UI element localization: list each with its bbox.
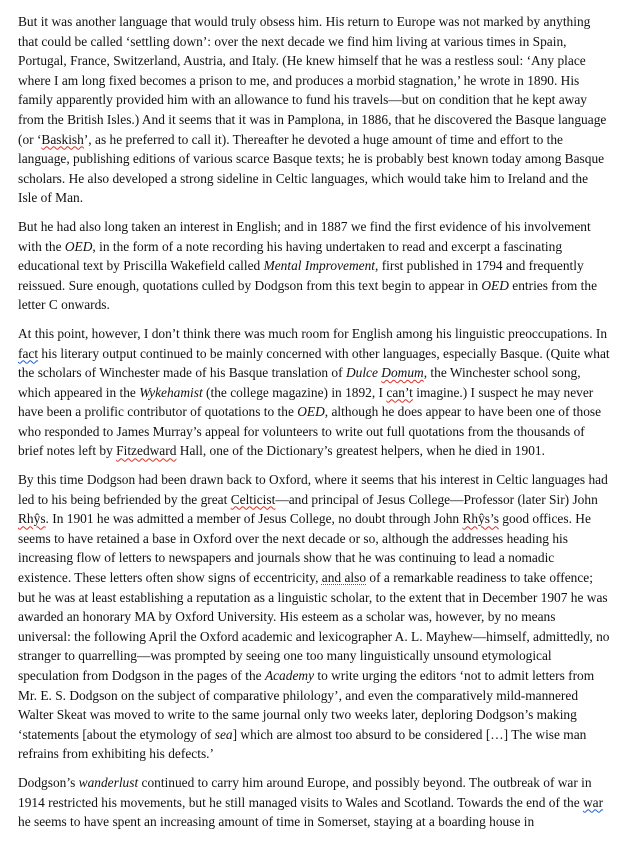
italic-text: Wykehamist [139,384,203,400]
paragraph-2 [18,217,610,315]
text-segment: Dodgson’s [18,774,79,790]
text-segment: of a remarkable readiness to take offence; but he was at least establishing a reputation as a linguistic scholar, to the extent that in December 1907 he was awarded an honorary MA by Oxford University. His esteem as a scholar was, however, by no means universal: the following April the Oxford academic and lexicographer A. L. Mayhew—himself, admittedly, no stranger to quarrelling—was prompted by seeing one too many linguistically unsound etymological speculation from Dodgson in the pages of the [18,570,610,683]
text-segment: , first published in 1794 and frequently reissued. Sure enough, quotations culled by Dodgson from this text begin to appear in [18,258,584,293]
italic-text: OED [64,238,93,254]
text-segment: he seems to have spent an increasing amount of time in Somerset, staying at a boarding house in [18,814,535,830]
text-segment: By this time Dodgson had been drawn back to Oxford, where it seems that his interest in Celtic languages had led to his being befriended by the great [18,472,608,507]
italic-text: Academy [264,668,315,683]
italic-text: OED [481,277,509,293]
text-segment: Hall, one of the Dictionary’s greatest helpers, when he died in 1901. [176,443,545,459]
paragraph-3 [18,324,610,461]
spelling-flagged-word: Baskish [41,131,84,147]
spelling-flagged-word: Fitzedward [116,443,177,459]
spelling-flagged-word: Rhŷs’s [462,511,499,527]
paragraph-1 [18,12,610,208]
italic-text: Mental Improvement [263,258,376,274]
text-segment: continued to carry him around Europe, and possibly beyond. The outbreak of war in 1914 restricted his movements, but he still managed visits to Wales and Scotland. Towards the end of the [18,774,592,810]
text-segment: his literary output continued to be mainly concerned with other languages, especially Basque. (Quite what the scholars of Winchester made of his Basque translation of [18,345,610,381]
style-flagged-phrase: and also [321,570,367,586]
text-segment: to write urging the editors ‘not to admit letters from Mr. E. S. Dodgson on the subject of comparative philology’, and even the comparatively mild-mannered Walter Skeat was moved to write to the same journal only two weeks later, deploring Dodgson’s making ‘statements [about the etymology of [18,668,595,742]
text-segment: imagine.) I suspect he may never have been a prolific contributor of quotations to the [18,384,594,420]
text-segment: —and principal of Jesus College—Professor (later Sir) John [275,491,598,507]
paragraph-5 [18,773,610,832]
text-segment: ] which are almost too absurd to be considered […] The wise man refrains from exhibiting his defects.’ [18,726,587,762]
italic-text: sea [214,726,233,742]
text-segment: good offices. He seems to have retained a base in Oxford over the next decade or so, although the addresses heading his increasing flow of letters to newspapers and journals show that he was continuing to lead a nomadic existence. These letters often show signs of eccentricity, [18,511,591,586]
text-segment: ’, as he preferred to call it). Thereafter he devoted a huge amount of time and effort to the language, publishing editions of various scarce Basque texts; he is probably best known today among Basque scholars. He also developed a strong sideline in Celtic languages, which would take him to Ireland and the Isle of Man. [18,131,605,206]
italic-text: Dulce [345,365,378,381]
text-segment: entries from the letter C onwards. [18,277,598,313]
italic-text: OED [297,404,325,420]
text-segment: But he had also long taken an interest in English; and in 1887 we find the first evidence of his involvement with the [18,218,591,254]
text-segment: (the college magazine) in 1892, I [202,384,387,400]
text-segment: At this point, however, I don’t think there was much room for English among his linguistic preoccupations. In [18,325,608,341]
grammar-flagged-word: fact [18,345,39,361]
italic-text: wanderlust [78,774,139,790]
paragraph-4 [18,470,610,764]
grammar-flagged-word: war [583,794,604,810]
spelling-flagged-word: can’t [386,384,413,400]
document-page [18,12,610,841]
spelling-flagged-word: Rhŷs [18,511,46,527]
text-segment: , the Winchester school song, which appeared in the [18,365,581,400]
text-segment: But it was another language that would truly obsess him. His return to Europe was not marked by anything that could be called ‘settling down’: over the next decade we find him living at various times in Spain, Portugal, France, Switzerland, Austria, and Italy. (He knew himself that he was a restless soul: ‘Any place where I am long fixed becomes a prison to me, and produces a morbid stagnation,’ he wrote in 1890. His family apparently provided him with an allowance to fund his travels—but on condition that he kept away from the British Isles.) And it seems that it was in Pamplona, in 1886, that he discovered the Basque language (or ‘ [18,14,607,147]
text-segment: , although he does appear to have been one of those who responded to James Murray’s appeal for volunteers to write out full quotations from the thousands of brief notes left by [18,404,602,459]
text-segment: , in the form of a note recording his having undertaken to read and excerpt a fascinating educational text by Priscilla Wakefield called [18,238,563,274]
spelling-flagged-word: Domum [381,365,424,381]
text-segment: . In 1901 he was admitted a member of Jesus College, no doubt through John [45,511,463,527]
spelling-flagged-word: Celticist [230,491,276,507]
